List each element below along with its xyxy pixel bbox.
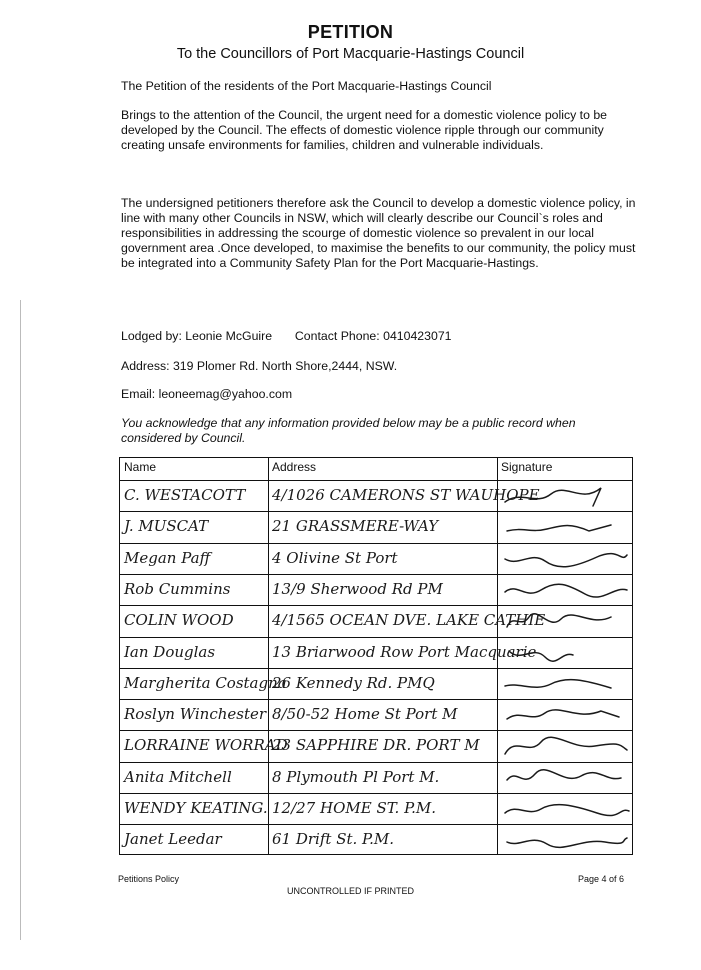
petition-paragraph-1: Brings to the attention of the Council, the urgent need for a domestic violence policy to be developed by the Council. The effects of domestic violence ripple through our community creating unsafe environments for families, children and vulnerable individuals. bbox=[121, 108, 608, 152]
row-divider bbox=[120, 824, 632, 825]
signatory-address: 8/50-52 Home St Port M bbox=[272, 705, 458, 724]
signatory-address: 4/1565 OCEAN DVE. LAKE CATHIE bbox=[272, 611, 546, 630]
signatory-name: COLIN WOOD bbox=[124, 611, 234, 630]
column-header-address: Address bbox=[272, 460, 317, 474]
signature-scribble bbox=[501, 670, 631, 698]
signatory-address: 12/27 HOME ST. P.M. bbox=[272, 799, 437, 817]
row-divider bbox=[120, 668, 632, 669]
signatory-address: 26 Kennedy Rd. PMQ bbox=[272, 673, 435, 692]
signatory-name: Margherita Costagna bbox=[124, 673, 287, 692]
signature-scribble bbox=[501, 795, 631, 823]
signatory-address: 21 GRASSMERE-WAY bbox=[272, 517, 439, 536]
signature-table bbox=[119, 457, 633, 855]
row-divider bbox=[120, 605, 632, 606]
signature-scribble bbox=[501, 545, 631, 573]
signature-scribble bbox=[501, 639, 631, 667]
signatory-name: Janet Leedar bbox=[124, 830, 222, 849]
intro-text: The Petition of the residents of the Port Macquarie-Hastings Council bbox=[121, 79, 492, 93]
public-record-notice: You acknowledge that any information provided below may be a public record when considered by Council. bbox=[121, 416, 576, 445]
signatory-address: 13 Briarwood Row Port Macquarie bbox=[272, 642, 537, 661]
lodged-by: Lodged by: Leonie McGuire bbox=[121, 329, 273, 343]
row-divider bbox=[120, 511, 632, 512]
signatory-name: C. WESTACOTT bbox=[124, 486, 246, 504]
row-divider bbox=[120, 793, 632, 794]
signature-scribble bbox=[501, 826, 631, 854]
signature-scribble bbox=[501, 764, 631, 792]
row-divider bbox=[120, 730, 632, 731]
header-divider bbox=[120, 480, 632, 481]
signature-scribble bbox=[501, 607, 631, 635]
row-divider bbox=[120, 574, 632, 575]
contact-email: Email: leoneemag@yahoo.com bbox=[121, 387, 293, 401]
row-divider bbox=[120, 762, 632, 763]
signatory-name: Megan Paff bbox=[124, 548, 211, 567]
footer-policy-label: Petitions Policy bbox=[118, 874, 180, 884]
column-divider bbox=[268, 458, 269, 854]
column-header-signature: Signature bbox=[501, 460, 553, 474]
signatory-address: 13/9 Sherwood Rd PM bbox=[272, 579, 443, 598]
signatory-address: 23 SAPPHIRE DR. PORT M bbox=[272, 736, 480, 755]
footer-uncontrolled-notice: UNCONTROLLED IF PRINTED bbox=[286, 886, 414, 896]
signatory-name: WENDY KEATING. bbox=[124, 799, 268, 817]
lodged-by-line bbox=[121, 329, 452, 343]
signatory-address: 4 Olivine St Port bbox=[272, 548, 398, 567]
column-header-name: Name bbox=[124, 460, 157, 474]
signatory-name: Rob Cummins bbox=[124, 579, 231, 598]
petition-paragraph-2: The undersigned petitioners therefore ask the Council to develop a domestic violence policy, in line with many other Councils in NSW, which will clearly describe our Council`s roles and responsibilities in addressing the scourge of domestic violence so prevalent in our local government area .Once developed, to maximise the benefits to our community, the policy must be integrated into a Community Safety Plan for the Port Macquarie-Hastings. bbox=[121, 196, 636, 270]
signature-scribble bbox=[501, 576, 631, 604]
contact-phone: Contact Phone: 0410423071 bbox=[294, 329, 452, 343]
signature-scribble bbox=[501, 732, 631, 760]
signature-scribble bbox=[501, 513, 631, 541]
row-divider bbox=[120, 543, 632, 544]
page-title: PETITION bbox=[307, 22, 394, 42]
signature-scribble bbox=[501, 482, 631, 510]
signatory-name: J. MUSCAT bbox=[124, 517, 209, 536]
signatory-address: 8 Plymouth Pl Port M. bbox=[272, 767, 440, 786]
signatory-address: 4/1026 CAMERONS ST WAUHOPE bbox=[272, 486, 540, 504]
contact-address: Address: 319 Plomer Rd. North Shore,2444, NSW. bbox=[121, 359, 398, 373]
row-divider bbox=[120, 637, 632, 638]
page-subtitle: To the Councillors of Port Macquarie-Hastings Council bbox=[176, 46, 525, 62]
signature-scribble bbox=[501, 701, 631, 729]
signatory-name: Roslyn Winchester bbox=[124, 705, 267, 724]
footer-page-number: Page 4 of 6 bbox=[578, 874, 625, 884]
row-divider bbox=[120, 699, 632, 700]
signatory-address: 61 Drift St. P.M. bbox=[272, 830, 394, 849]
scan-margin-line bbox=[20, 300, 21, 940]
signatory-name: Ian Douglas bbox=[124, 642, 216, 661]
signatory-name: Anita Mitchell bbox=[124, 767, 232, 786]
signatory-name: LORRAINE WORRAD bbox=[124, 736, 288, 755]
